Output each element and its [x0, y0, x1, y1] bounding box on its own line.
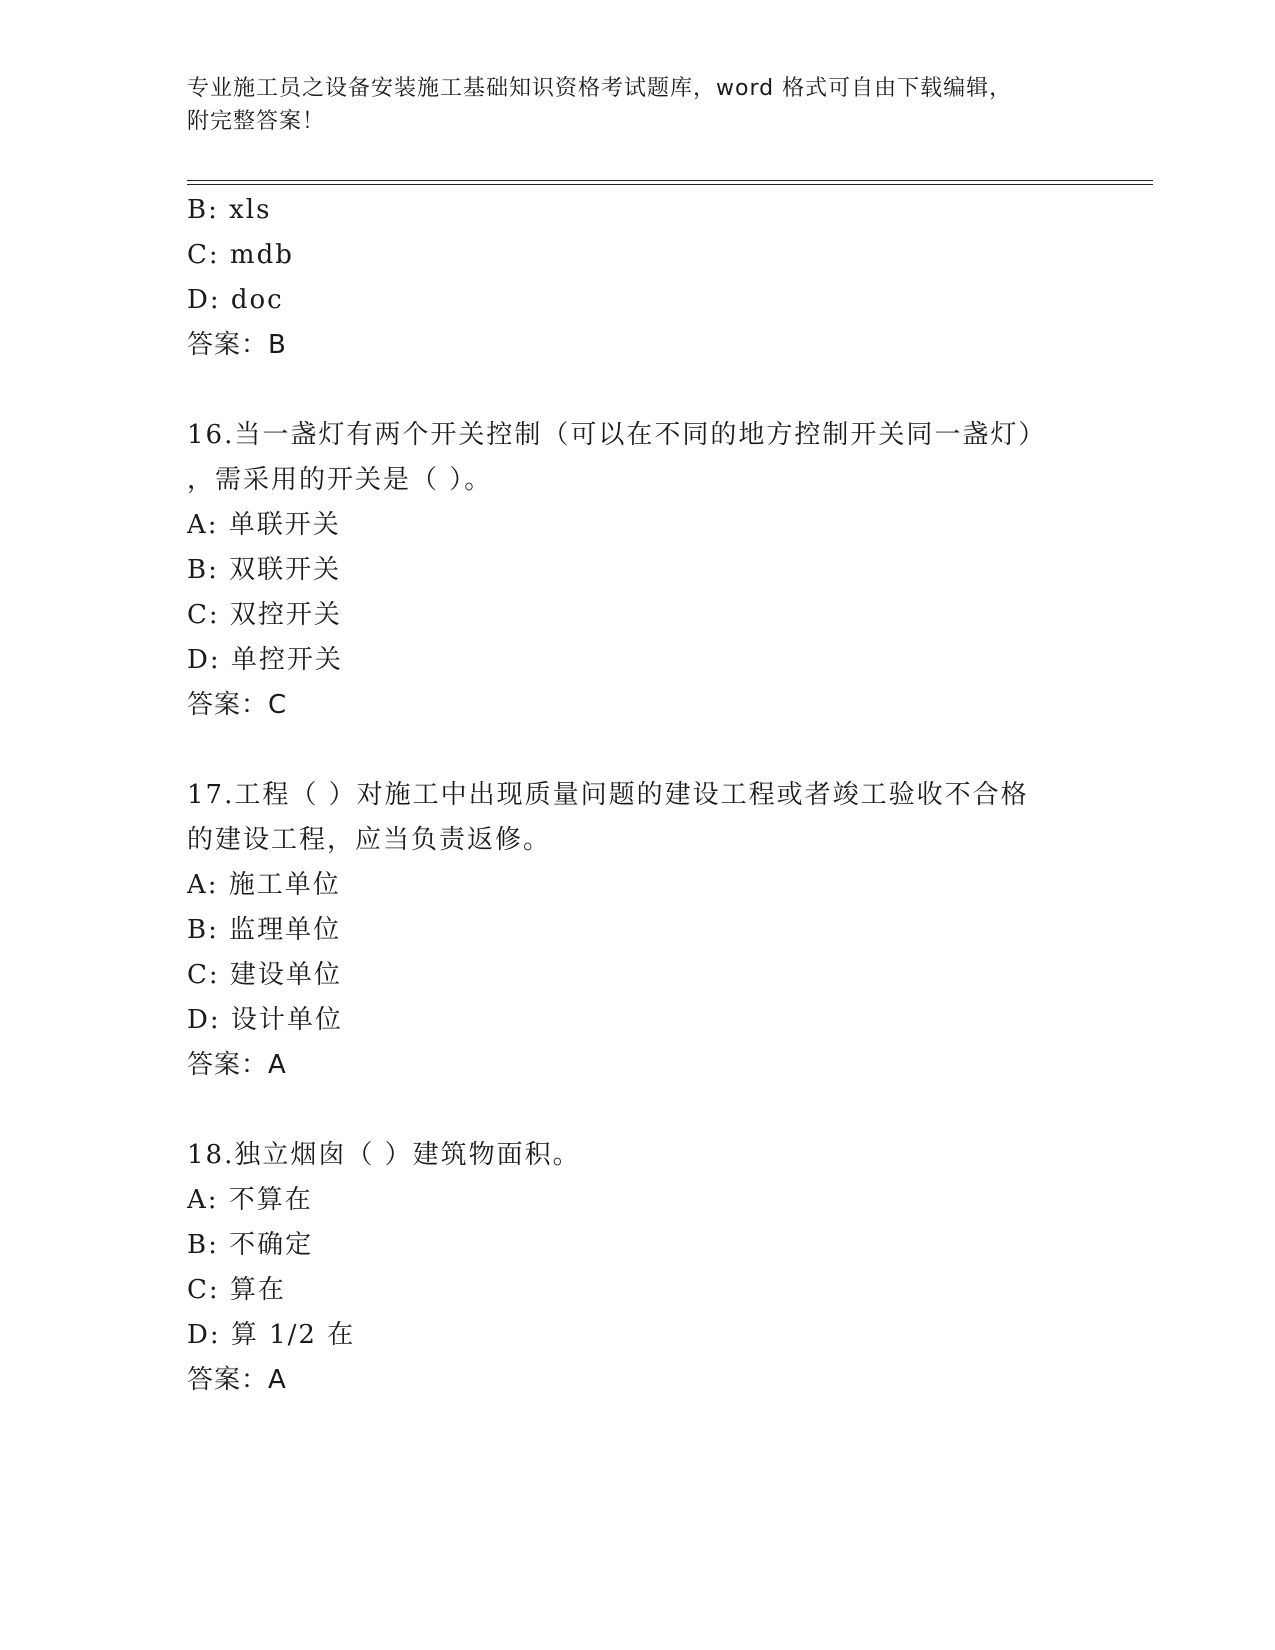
prev-option-b: B: xls [187, 195, 272, 225]
q18-question-line-1: 18.独立烟囱（ ）建筑物面积。 [187, 1140, 581, 1170]
prev-option-c: C: mdb [187, 240, 294, 270]
q17-option-a: A: 施工单位 [187, 870, 341, 900]
document-header [187, 72, 1067, 138]
header-line-1: 专业施工员之设备安装施工基础知识资格考试题库，word 格式可自由下载编辑， [187, 76, 1013, 101]
q17-answer: 答案：A [187, 1050, 287, 1080]
q17-option-b: B: 监理单位 [187, 915, 342, 945]
header-rule-top [187, 180, 1153, 181]
q18-option-b: B: 不确定 [187, 1230, 314, 1260]
q17-question-line-2: 的建设工程，应当负责返修。 [187, 825, 552, 855]
header-line-2: 附完整答案！ [187, 109, 326, 134]
q16-option-b: B: 双联开关 [187, 555, 342, 585]
prev-answer: 答案：B [187, 330, 287, 360]
q16-option-c: C: 双控开关 [187, 600, 342, 630]
header-rule-bottom [187, 184, 1153, 185]
q18-option-c: C: 算在 [187, 1275, 286, 1305]
q16-question-line-2: ，需采用的开关是（ ）。 [187, 465, 493, 495]
q16-question-line-1: 16.当一盏灯有两个开关控制（可以在不同的地方控制开关同一盏灯） [187, 420, 1047, 450]
q18-option-a: A: 不算在 [187, 1185, 313, 1215]
q17-option-c: C: 建设单位 [187, 960, 342, 990]
q16-answer: 答案：C [187, 690, 288, 720]
q16-option-d: D: 单控开关 [187, 645, 343, 675]
prev-option-d: D: doc [187, 285, 284, 315]
q18-option-d: D: 算 1/2 在 [187, 1320, 356, 1350]
q16-option-a: A: 单联开关 [187, 510, 341, 540]
q17-option-d: D: 设计单位 [187, 1005, 343, 1035]
q18-answer: 答案：A [187, 1365, 287, 1395]
q17-question-line-1: 17.工程（ ）对施工中出现质量问题的建设工程或者竣工验收不合格 [187, 780, 1029, 810]
